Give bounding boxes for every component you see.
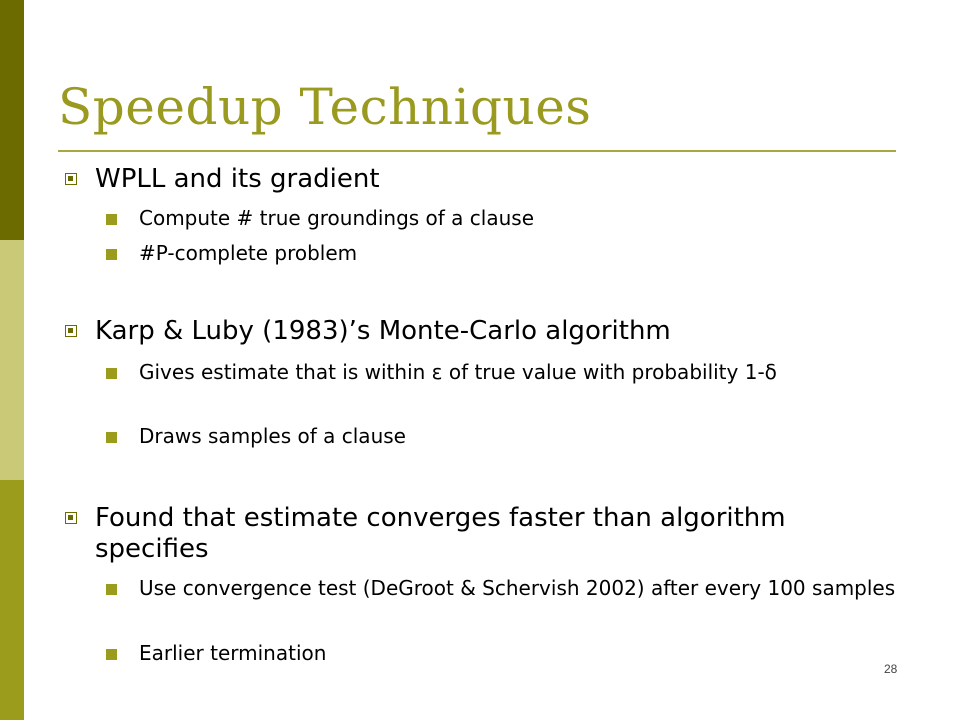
list-item-text: Use convergence test (DeGroot & Schervish 2002) after every 100 samples	[139, 576, 896, 600]
page-number: 28	[884, 662, 898, 676]
square-bullet-icon	[106, 584, 117, 595]
section-heading	[95, 316, 905, 347]
list-item	[139, 425, 899, 447]
list-item-text: Earlier termination	[139, 641, 327, 665]
hollow-square-bullet-icon	[65, 173, 77, 185]
list-item	[139, 207, 899, 229]
section-heading-text: Karp & Luby (1983)’s Monte-Carlo algorithm	[95, 316, 671, 346]
list-item	[139, 642, 899, 664]
list-item-text: Draws samples of a clause	[139, 424, 406, 448]
section-heading-text: WPLL and its gradient	[95, 164, 380, 194]
slide-title: Speedup Techniques	[58, 78, 592, 136]
hollow-square-bullet-icon	[65, 325, 77, 337]
list-item-text: Gives estimate that is within ε of true value with probability 1-δ	[139, 360, 777, 384]
square-bullet-icon	[106, 432, 117, 443]
square-bullet-icon	[106, 368, 117, 379]
hollow-square-bullet-icon	[65, 512, 77, 524]
square-bullet-icon	[106, 214, 117, 225]
square-bullet-icon	[106, 249, 117, 260]
list-item	[139, 242, 899, 264]
section-heading	[95, 164, 905, 195]
section-heading	[95, 503, 905, 565]
section-heading-text: Found that estimate converges faster than algorithm specifies	[95, 503, 786, 564]
list-item-text: #P-complete problem	[139, 241, 358, 265]
list-item	[139, 577, 899, 599]
square-bullet-icon	[106, 649, 117, 660]
list-item-text: Compute # true groundings of a clause	[139, 206, 534, 230]
list-item	[139, 361, 899, 383]
